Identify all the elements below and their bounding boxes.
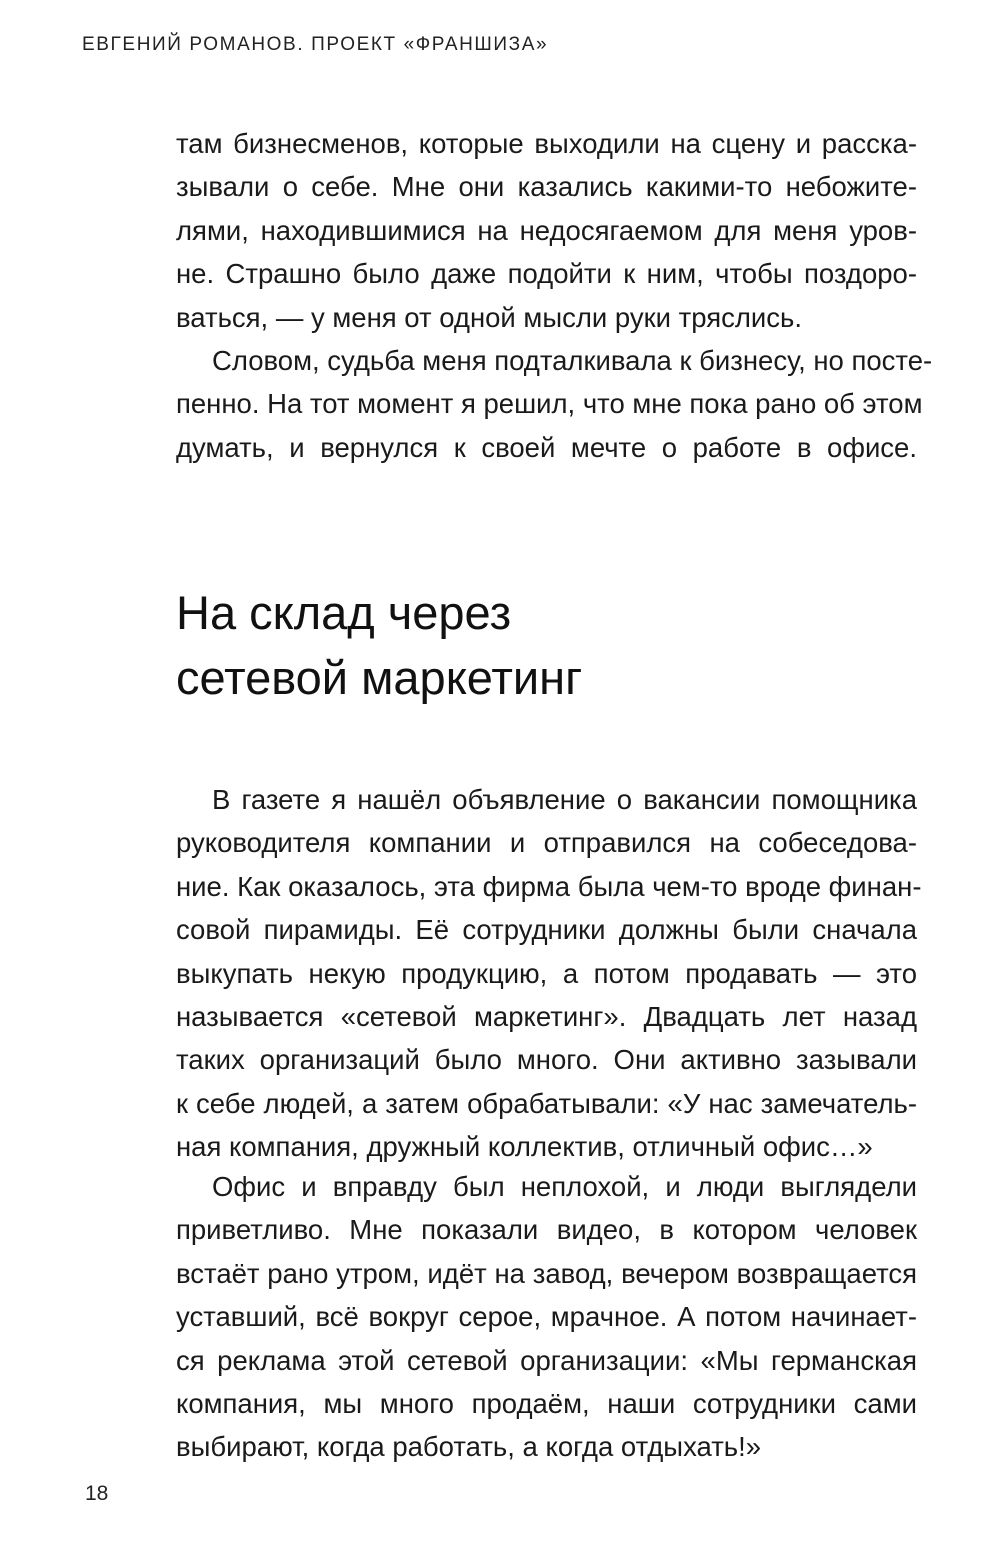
text-line: ние. Как оказалось, эта фирма была чем-то вроде финан- xyxy=(176,870,922,902)
text-line: называется «сетевой маркетинг». Двадцать лет назад xyxy=(176,1000,917,1032)
text-line: ся реклама этой сетевой организации: «Мы германская xyxy=(176,1344,917,1376)
paragraph xyxy=(176,1165,917,1469)
paragraph xyxy=(176,778,922,1169)
heading-line: На склад через xyxy=(176,586,512,639)
text-line: руководителя компании и отправился на собеседова- xyxy=(176,827,917,859)
text-line: Офис и вправду был неплохой, и люди выглядели xyxy=(212,1171,917,1202)
heading-line: сетевой маркетинг xyxy=(176,651,583,704)
text-line: выкупать некую продукцию, а потом продавать — это xyxy=(176,957,917,989)
text-line: зывали о себе. Мне они казались какими-то небожите- xyxy=(176,171,917,203)
text-line: Словом, судьба меня подталкивала к бизнесу, но посте- xyxy=(212,345,933,376)
text-line: не. Страшно было даже подойти к ним, чтобы поздоро- xyxy=(176,258,917,290)
running-head: ЕВГЕНИЙ РОМАНОВ. ПРОЕКТ «ФРАНШИЗА» xyxy=(82,34,549,55)
paragraph xyxy=(176,339,933,469)
text-line: к себе людей, а затем обрабатывали: «У нас замечатель- xyxy=(176,1087,917,1119)
text-line: приветливо. Мне показали видео, в котором человек xyxy=(176,1214,917,1246)
text-line: совой пирамиды. Её сотрудники должны были сначала xyxy=(176,914,917,946)
text-line: В газете я нашёл объявление о вакансии помощника xyxy=(212,784,917,815)
text-line: лями, находившимися на недосягаемом для меня уров- xyxy=(176,214,917,246)
text-line: таких организаций было много. Они активно зазывали xyxy=(176,1044,917,1076)
text-line: ная компания, дружный коллектив, отличный офис…» xyxy=(176,1131,873,1163)
chapter-heading xyxy=(176,580,582,710)
text-line: думать, и вернулся к своей мечте о работе в офисе. xyxy=(176,431,917,463)
text-line: пенно. На тот момент я решил, что мне пока рано об этом xyxy=(176,388,923,420)
text-line: компания, мы много продаём, наши сотрудники сами xyxy=(176,1387,917,1419)
text-line: выбирают, когда работать, а когда отдыхать!» xyxy=(176,1431,762,1463)
text-line: уставший, всё вокруг серое, мрачное. А потом начинает- xyxy=(176,1301,917,1333)
text-line: там бизнесменов, которые выходили на сцену и расска- xyxy=(176,128,917,159)
paragraph-continued xyxy=(176,122,917,339)
text-line: встаёт рано утром, идёт на завод, вечером возвращается xyxy=(176,1257,917,1289)
text-line: ваться, — у меня от одной мысли руки тряслись. xyxy=(176,301,803,333)
page-number: 18 xyxy=(85,1482,109,1505)
